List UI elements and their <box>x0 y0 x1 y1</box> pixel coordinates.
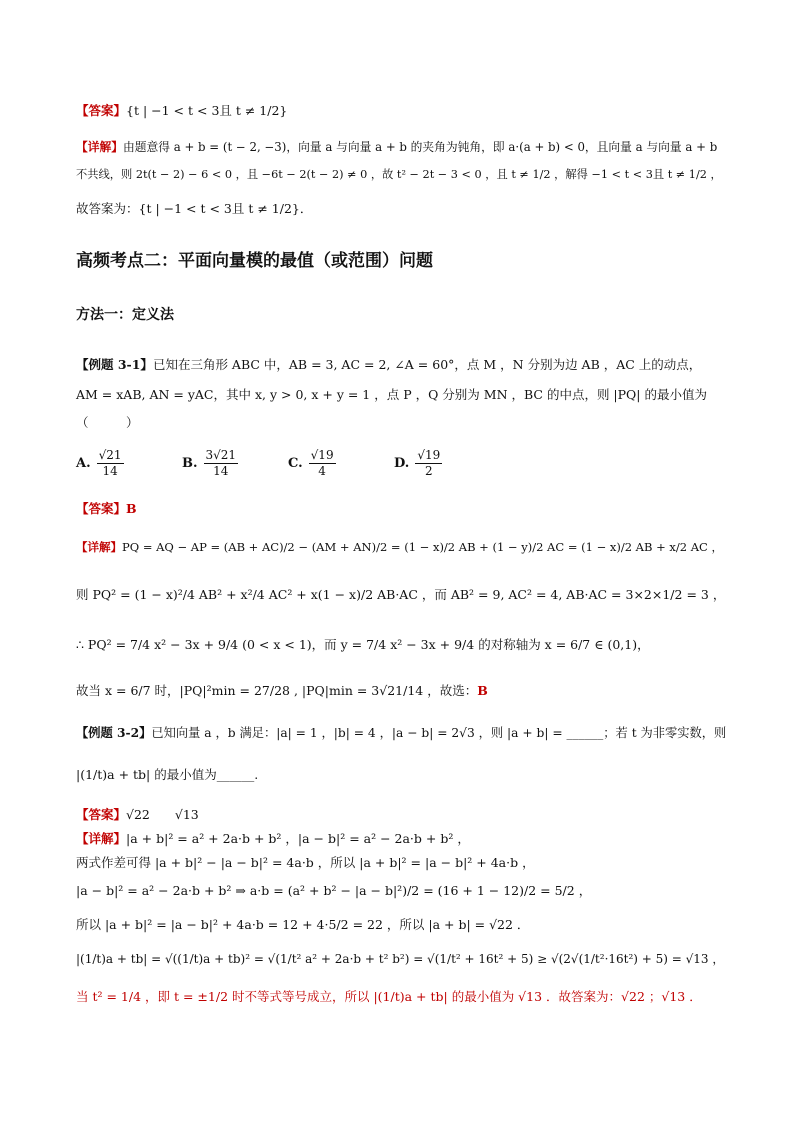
option-d-num: √19 <box>417 448 441 462</box>
option-c-den: 4 <box>318 464 326 478</box>
detail-line-2: 不共线，则 2t(t − 2) − 6 < 0 ，且 −6t − 2(t − 2) ≠ 0 ，故 t² − 2t − 3 < 0 ，且 t ≠ 1/2 ，解得 −1 < t < 3且 t ≠ 1/2 ， <box>76 168 722 181</box>
answer-text: {t | −1 < t < 3且 t ≠ 1/2} <box>126 103 288 118</box>
option-d-key: D. <box>394 456 410 471</box>
option-c-fraction <box>309 448 336 479</box>
example2-detail-1 <box>76 828 726 850</box>
option-c[interactable] <box>288 448 394 479</box>
example2-detail-label: 【详解】 <box>76 831 127 846</box>
example2-line-1 <box>76 722 726 744</box>
example1-detail-label: 【详解】 <box>76 540 122 554</box>
option-b-fraction <box>204 448 239 479</box>
option-c-num: √19 <box>310 448 334 462</box>
answer-line <box>76 100 726 122</box>
example2-detail-5: |(1/t)a + tb| = √((1/t)a + tb)² = √(1/t² a² + 2a·b + t² b²) = √(1/t² + 16t² + 5) ≥ √(2√(1/t²·16t²) + 5) = √13 ， <box>76 952 725 966</box>
option-a-den: 14 <box>102 464 118 478</box>
example2-detail-6: 当 t² = 1/4 ，即 t = ±1/2 时不等式等号成立，所以 |(1/t)a + tb| 的最小值为 √13 ．故答案为：√22 ；√13 ． <box>76 989 702 1004</box>
option-a-num: √21 <box>98 448 122 462</box>
option-c-key: C. <box>288 456 303 471</box>
example2-detail-3: |a − b|² = a² − 2a·b + b² ⇒ a·b = (a² + b² − |a − b|²)/2 = (16 + 1 − 12)/2 = 5/2 ， <box>76 883 592 898</box>
detail-text-1: 由题意得 a + b = (t − 2, −3)，向量 a 与向量 a + b 的夹角为钝角，即 a·(a + b) < 0，且向量 a 与向量 a + b <box>123 140 718 154</box>
option-d-fraction <box>415 448 442 479</box>
example1-detail-1 <box>76 536 726 558</box>
example1-detail-choice: B <box>477 683 488 698</box>
example1-line-3: （ ） <box>76 415 139 430</box>
example2-answer <box>76 804 726 826</box>
example2-answer-values: √22 √13 <box>126 807 199 822</box>
option-a[interactable] <box>76 448 182 479</box>
example1-answer-label: 【答案】 <box>76 501 127 516</box>
example1-detail-text-4: 故当 x = 6/7 时，|PQ|²min = 27/28 , |PQ|min = 3√21/14 ，故选： <box>76 683 478 698</box>
option-a-fraction <box>97 448 124 479</box>
example1-line-1 <box>76 354 726 376</box>
example1-text-1: 已知在三角形 ABC 中，AB = 3, AC = 2, ∠A = 60°，点 M ，N 分别为边 AB ，AC 上的动点， <box>152 357 702 372</box>
option-d-den: 2 <box>424 464 433 478</box>
example2-detail-text-1: |a + b|² = a² + 2a·b + b² ，|a − b|² = a² − 2a·b + b² ， <box>126 831 470 846</box>
option-b[interactable] <box>182 448 288 479</box>
detail-line-1 <box>76 136 726 158</box>
detail-label: 【详解】 <box>76 140 123 154</box>
option-b-num: 3√21 <box>205 448 237 462</box>
example1-options <box>76 448 676 479</box>
option-a-key: A. <box>76 456 91 471</box>
example2-detail-2: 两式作差可得 |a + b|² − |a − b|² = 4a·b ，所以 |a + b|² = |a − b|² + 4a·b ， <box>76 855 535 870</box>
example1-detail-3: ∴ PQ² = 7/4 x² − 3x + 9/4 (0 < x < 1)，而 y = 7/4 x² − 3x + 9/4 的对称轴为 x = 6/7 ∈ (0,1)， <box>76 637 650 652</box>
option-d[interactable] <box>394 448 500 479</box>
option-b-key: B. <box>182 456 198 471</box>
example1-detail-text-1: PQ = AQ − AP = (AB + AC)/2 − (AM + AN)/2 = (1 − x)/2 AB + (1 − y)/2 AC = (1 − x)/2 AB + x/2 AC ， <box>122 540 723 554</box>
detail-line-3: 故答案为：{t | −1 < t < 3且 t ≠ 1/2}． <box>76 201 313 216</box>
section-title: 高频考点二：平面向量模的最值（或范围）问题 <box>76 251 433 271</box>
example2-label: 【例题 3-2】 <box>76 725 152 740</box>
option-b-den: 14 <box>213 464 229 478</box>
example1-line-2: AM = xAB, AN = yAC，其中 x, y > 0, x + y = 1 ，点 P ，Q 分别为 MN ，BC 的中点，则 |PQ| 的最小值为 <box>76 387 707 402</box>
answer-label: 【答案】 <box>76 103 127 118</box>
example2-line-2: |(1/t)a + tb| 的最小值为______. <box>76 767 259 782</box>
example1-detail-2: 则 PQ² = (1 − x)²/4 AB² + x²/4 AC² + x(1 − x)/2 AB·AC ，而 AB² = 9, AC² = 4, AB·AC = 3×2×1/2 = 3 ， <box>76 587 726 602</box>
example1-detail-4 <box>76 680 726 702</box>
example2-detail-4: 所以 |a + b|² = |a − b|² + 4a·b = 12 + 4·5/2 = 22 ，所以 |a + b| = √22 ． <box>76 917 530 932</box>
example2-text-1: 已知向量 a ，b 满足：|a| = 1 ，|b| = 4 ，|a − b| = 2√3 ，则 |a + b| = ______；若 t 为非零实数，则 <box>151 726 727 740</box>
example1-answer <box>76 498 726 520</box>
example2-answer-label: 【答案】 <box>76 807 127 822</box>
example1-label: 【例题 3-1】 <box>76 357 153 372</box>
method-title: 方法一：定义法 <box>76 307 174 323</box>
example1-answer-value: B <box>126 501 137 516</box>
